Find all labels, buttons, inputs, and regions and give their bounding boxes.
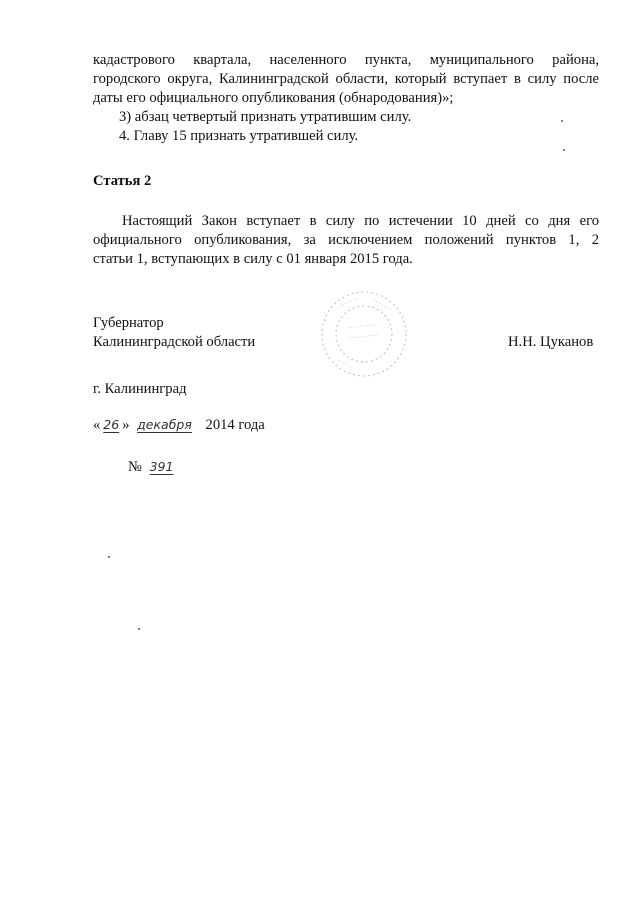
article-line-2: официального опубликования, за исключением положений пунктов 1, 2 xyxy=(93,232,599,248)
signatory-name: Н.Н. Цуканов xyxy=(508,334,594,350)
scan-speck xyxy=(138,628,140,630)
scan-speck xyxy=(108,556,110,558)
date-day: 26 xyxy=(103,417,120,432)
official-stamp xyxy=(318,288,410,380)
article-line-3: статьи 1, вступающих в силу с 01 января 2015 года. xyxy=(93,251,413,267)
scan-speck xyxy=(563,149,565,151)
date-year: 2014 года xyxy=(205,417,265,433)
date-line xyxy=(93,416,265,434)
article-line-1: Настоящий Закон вступает в силу по истечении 10 дней со дня его xyxy=(122,213,599,229)
article-heading: Статья 2 xyxy=(93,173,152,189)
date-month: декабря xyxy=(137,417,192,432)
document-number: 391 xyxy=(149,459,174,474)
signature-title-line-2: Калининградской области xyxy=(93,334,256,350)
number-line xyxy=(128,458,181,476)
body-line-3: даты его официального опубликования (обнародования)»; xyxy=(93,90,454,106)
signature-title-line-1: Губернатор xyxy=(93,315,164,331)
city: г. Калининград xyxy=(93,381,187,397)
date-close-quote: » xyxy=(122,417,130,433)
body-line-2: городского округа, Калининградской области, который вступает в силу после xyxy=(93,71,599,87)
list-item-3: 3) абзац четвертый признать утратившим силу. xyxy=(119,109,412,125)
date-open-quote: « xyxy=(93,417,101,433)
scan-speck xyxy=(561,120,563,122)
body-line-1: кадастрового квартала, населенного пункта, муниципального района, xyxy=(93,52,599,68)
list-item-4: 4. Главу 15 признать утратившей силу. xyxy=(119,128,359,144)
number-sign: № xyxy=(128,459,142,475)
